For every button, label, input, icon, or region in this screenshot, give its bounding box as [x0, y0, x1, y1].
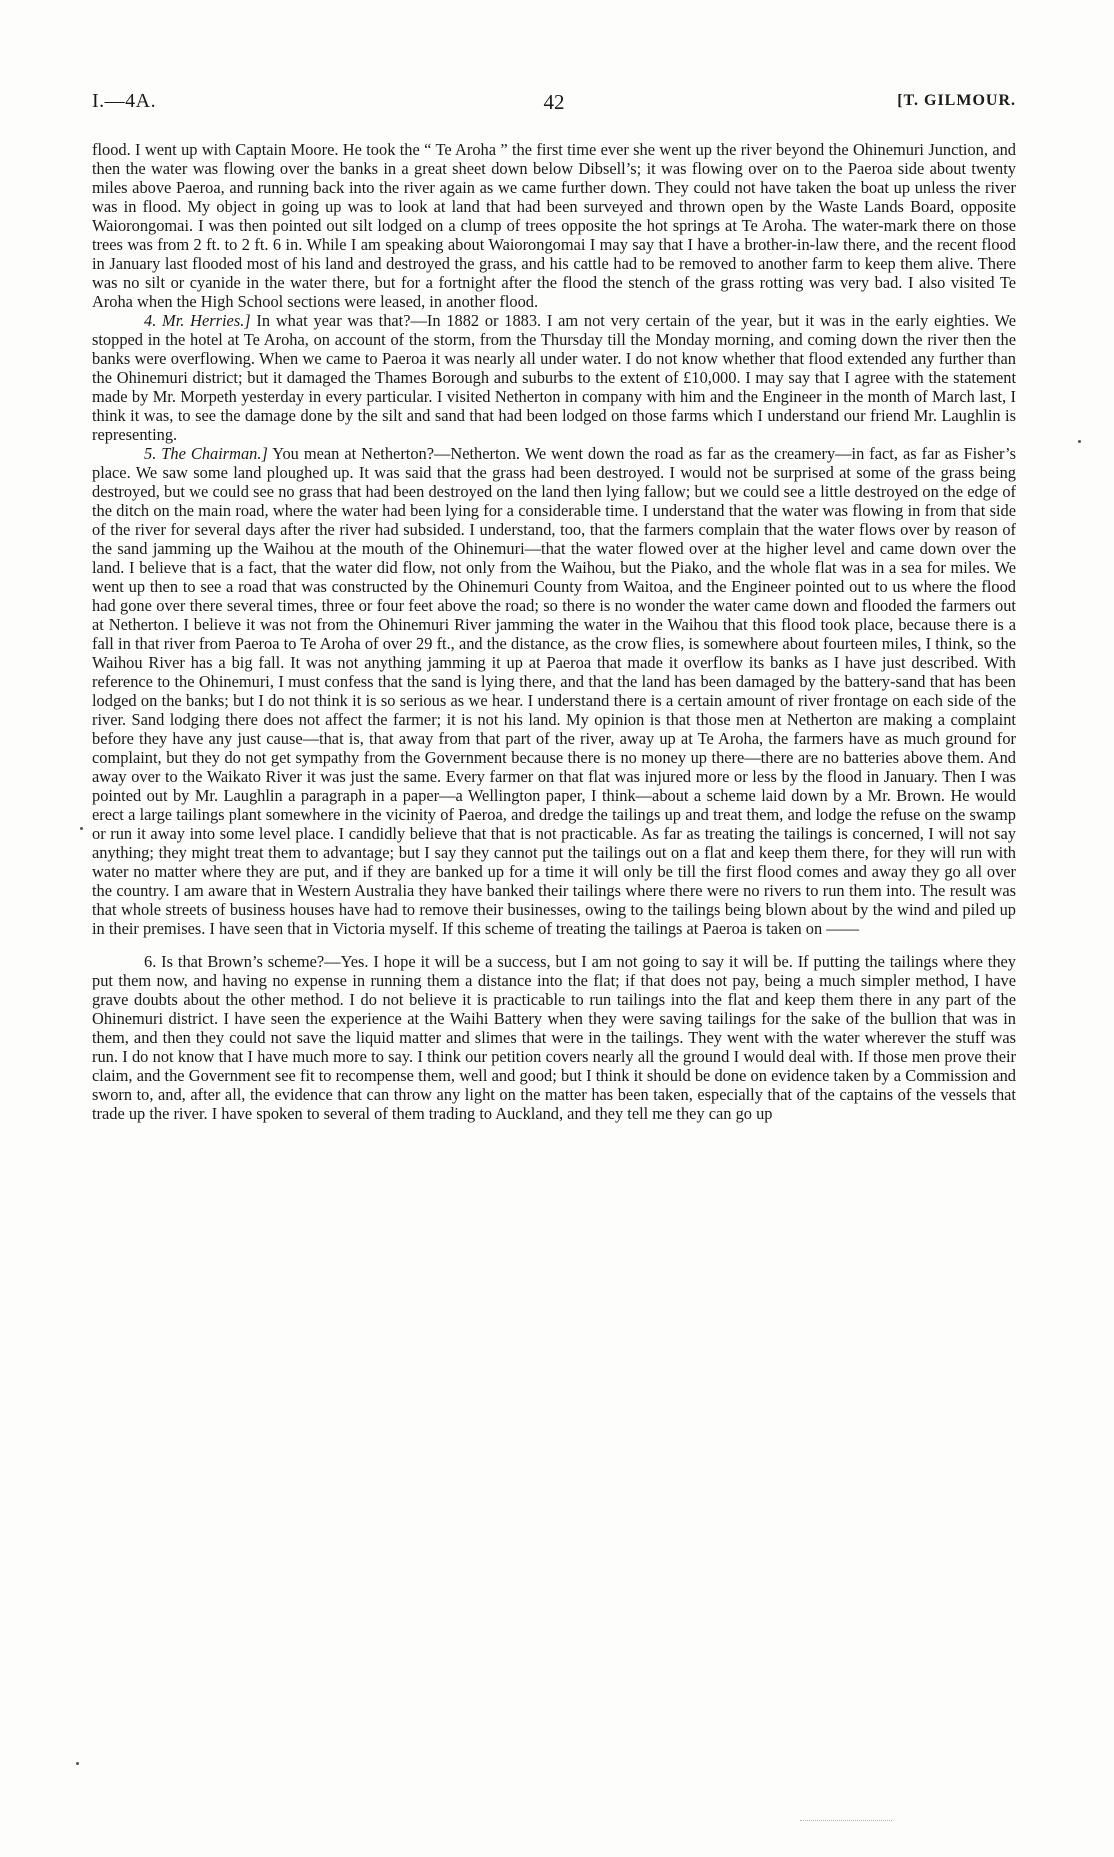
page-number: 42: [543, 90, 565, 114]
paragraph-text: You mean at Netherton?—Netherton. We went down the road as far as the creamery—in fact, as far as Fisher’s place. We saw some land ploughed up. It was said that the grass had been destroyed. I would not be surprised at some of the grass being destroyed, but we could see no grass that had been destroyed on the land then lying fallow; but we could see a little destroyed on the edge of the ditch on the main road, where the water had been lying for a considerable time. I understand that the water was flowing in from that side of the river for several days after the river had subsided. I understand, too, that the farmers complain that the water flows over by reason of the sand jamming up the Waihou at the mouth of the Ohinemuri—that the water flowed over at the higher level and came down over the land. I believe that is a fact, that the water did flow, not only from the Waihou, but the Piako, and the whole flat was in a sea for miles. We went up then to see a road that was constructed by the Ohinemuri County from Waitoa, and the Engineer pointed out to us where the flood had gone over there several times, three or four feet above the road; so there is no wonder the water came down and flooded the farmers out at Netherton. I believe it was not from the Ohinemuri River jamming the water in the Waihou that this flood took place, because there is a fall in that river from Paeroa to Te Aroha of over 29 ft., and the distance, as the crow flies, is somewhere about fourteen miles, I think, so the Waihou River has a big fall. It was not anything jamming it up at Paeroa that made it overflow its banks as I have just described. With reference to the Ohinemuri, I must confess that the sand is lying there, and that the land has been damaged by the battery-sand that has been lodged on the banks; but I do not think it is so serious as we hear. I understand there is a certain amount of river frontage on each side of the river. Sand lodging there does not affect the farmer; it is not his land. My opinion is that those men at Netherton are making a complaint before they have any just cause—that is, that away from that part of the river, away up at Te Aroha, the farmers have as much ground for complaint, but they do not get sympathy from the Government because there is no money up there—there are no batteries above them. And away over to the Waikato River it was just the same. Every farmer on that flat was injured more or less by the flood in January. Then I was pointed out by Mr. Laughlin a paragraph in a paper—a Wellington paper, I think—about a scheme laid down by a Mr. Brown. He would erect a large tailings plant somewhere in the vicinity of Paeroa, and dredge the tailings up and treat them, and lodge the refuse on the swamp or run it away into some level place. I candidly believe that that is not practicable. As far as treating the tailings is concerned, I will not say anything; they might treat them to advantage; but I say they cannot put the tailings out on a flat and keep them there, for they will run with water no matter where they are put, and if they are banked up for a time it will only be till the first flood comes and away they go all over the country. I am aware that in Western Australia they have banked their tailings where there were no rivers to run them into. The result was that whole streets of business houses have had to remove their businesses, owing to the tailings being blown about by the wind and piled up in their premises. I have seen that in Victoria myself. If this scheme of treating the tailings at Paeroa is taken on ——: [92, 444, 1016, 938]
paragraph-question-6: [92, 952, 1016, 1123]
paper-reference: I.—4A.: [92, 90, 157, 112]
paragraph-continuation: [92, 140, 1016, 311]
speaker-label: 4. Mr. Herries.]: [144, 311, 251, 330]
scan-artifact-mark: [800, 1820, 892, 1827]
scan-speck: [80, 827, 83, 830]
paragraph-text: flood. I went up with Captain Moore. He took the “ Te Aroha ” the first time ever she went up the river beyond the Ohinemuri Junction, and then the water was flowing over the banks in a great sheet down below Dibsell’s; it was flowing over on to the Paeroa side about twenty miles above Paeroa, and running back into the river again as we came further down. They could not have taken the boat up unless the river was in flood. My object in going up was to look at land that had been surveyed and thrown open by the Waste Lands Board, opposite Waiorongomai. I was then pointed out silt lodged on a clump of trees opposite the hot springs at Te Aroha. The water-mark there on those trees was from 2 ft. to 2 ft. 6 in. While I am speaking about Waiorongomai I may say that I have a brother-in-law there, and the recent flood in January last flooded most of his land and destroyed the grass, and his cattle had to be removed to another farm to keep them alive. There was no silt or cyanide in the water there, but for a fortnight after the flood the stench of the grass rotting was very bad. I also visited Te Aroha when the High School sections were leased, in another flood.: [92, 140, 1016, 311]
witness-name: [T. GILMOUR.: [897, 92, 1016, 109]
paragraph-question-4: [92, 311, 1016, 444]
page-header: [92, 90, 1016, 120]
paragraph-text: In what year was that?—In 1882 or 1883. I am not very certain of the year, but it was in the early eighties. We stopped in the hotel at Te Aroha, on account of the storm, from the Thursday till the Monday morning, and coming down the river then the banks were overflowing. When we came to Paeroa it was nearly all under water. I do not know whether that flood extended any further than the Ohinemuri district; but it damaged the Thames Borough and suburbs to the extent of £10,000. I may say that I agree with the statement made by Mr. Morpeth yesterday in every particular. I visited Netherton in company with him and the Engineer in the month of March last, I think it was, to see the damage done by the silt and sand that had been lodged on those farms which I understand our friend Mr. Laughlin is representing.: [92, 311, 1016, 444]
paragraph-text: Is that Brown’s scheme?—Yes. I hope it will be a success, but I am not going to say it will be. If putting the tailings where they put them now, and having no expense in running them a distance into the flat; if that does not pay, being a much simpler method, I have grave doubts about the other method. I do not believe it is practicable to run tailings into the flat and keep them there in any part of the Ohinemuri district. I have seen the experience at the Waihi Battery when they were saving tailings for the sake of the bullion that was in them, and then they could not save the liquid matter and slimes that were in the tailings. They went with the water wherever the stuff was run. I do not know that I have much more to say. I think our petition covers nearly all the ground I would deal with. If those men prove their claim, and the Government see fit to recompense them, well and good; but I think it should be done on evidence taken by a Commission and sworn to, and, after all, the evidence that can throw any light on the matter has been taken, especially that of the captains of the vessels that trade up the river. I have spoken to several of them trading to Auckland, and they tell me they can go up: [92, 952, 1016, 1123]
scan-speck: [76, 1762, 79, 1765]
scan-speck: [1078, 440, 1081, 443]
body-text: [92, 140, 1016, 1123]
question-number: 6.: [144, 952, 157, 971]
speaker-label: 5. The Chairman.]: [144, 444, 268, 463]
paragraph-question-5: [92, 444, 1016, 938]
